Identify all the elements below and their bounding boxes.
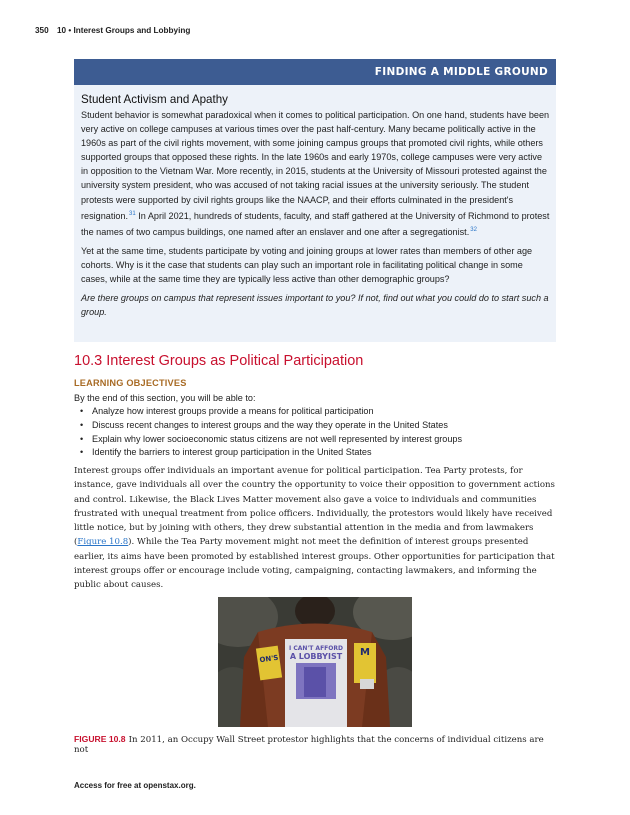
figure-label: FIGURE 10.8 [74,734,126,744]
feature-paragraph-1: Student behavior is somewhat paradoxical when it comes to political participation. On one hand, students have been very active on college campuses at various times over the past half-century. Many became politically active in the 1960s as part of the civil rights movement, with some joining campus groups that promoted civil rights, while others supported groups that opposed these rights. In the late 1960s and early 1970s, college campuses were very active in opposition to the Vietnam War. More recently, in 2015, students at the University of Missouri protested against the university system president, who was accused of not taking racial issues at the university seriously. The student protests were supported by civil rights groups like the NAACP, and their efforts culminated in the president's resignation.$^{31}$ In April 2021, hundreds of students, faculty, and staff gathered at the University of Richmond to protest the names of two campus buildings, one named after an enslaver and one after a segregationist.$^{32}$ [81,110,550,237]
left-patch-text: ON'S [259,653,279,665]
chapter-title: 10 • Interest Groups and Lobbying [56,26,191,35]
footnote-link-32[interactable]: 32 [470,226,477,233]
objective-item: • Explain why lower socioeconomic status citizens are not well represented by interest groups [74,433,462,447]
learning-objectives-list [74,405,462,460]
figure-photo [218,597,412,727]
figure-caption [74,734,559,755]
caption-text: In 2011, an Occupy Wall Street protestor highlights that the concerns of individual citizens are not [74,735,544,755]
page-header [35,26,190,35]
objective-item: • Identify the barriers to interest group participation in the United States [74,446,462,460]
page-number: 350 [35,26,49,35]
sign-line-2: A LOBBYIST [289,652,343,661]
body-paragraph: Interest groups offer individuals an important avenue for political participation. Tea Party protests, for instance, gave individuals all over the country the opportunity to voice their opposition to government actions and control. Likewise, the Black Lives Matter movement also gave a voice to individuals and communities frustrated with unequal treatment from police officers. Individually, the protestors would likely have received little notice, but by joining with others, they drew substantial attention in the media and from lawmakers (Figure 10.8). While the Tea Party movement might not meet the definition of interest groups presented earlier, its aims have been promoted by established interest groups. Other opportunities for participation that interest groups offer or encourage include voting, campaigning, contacting lawmakers, and informing the public about causes. [74,466,555,591]
section-title: 10.3 Interest Groups as Political Participation [74,353,364,369]
feature-title: Student Activism and Apathy [81,93,228,106]
sign-line-1: I CAN'T AFFORD [289,645,343,652]
objective-item: • Discuss recent changes to interest groups and the way they operate in the United States [74,419,462,433]
protestor-illustration [218,597,412,727]
learning-objectives-intro: By the end of this section, you will be able to: [74,393,256,403]
feature-paragraph-2: Yet at the same time, students participate by voting and joining groups at lower rates than members of other age cohorts. Why is it the case that students can play such an important role in facilitating political change in some cases, while at the same time they are typically less active than other demographic groups? [81,245,533,285]
protest-sign [285,645,347,661]
figure-link[interactable]: Figure 10.8 [77,537,129,548]
learning-objectives-label: LEARNING OBJECTIVES [74,378,187,388]
feature-banner: FINDING A MIDDLE GROUND [74,59,556,85]
right-patch-text: M [360,647,370,658]
feature-question: Are there groups on campus that represent issues important to you? If not, find out what you could do to start such a group. [81,293,549,318]
feature-box [74,59,556,342]
footnote-link-31[interactable]: 31 [129,210,136,217]
page-footer: Access for free at openstax.org. [74,781,196,790]
objective-item: • Analyze how interest groups provide a means for political participation [74,405,462,419]
